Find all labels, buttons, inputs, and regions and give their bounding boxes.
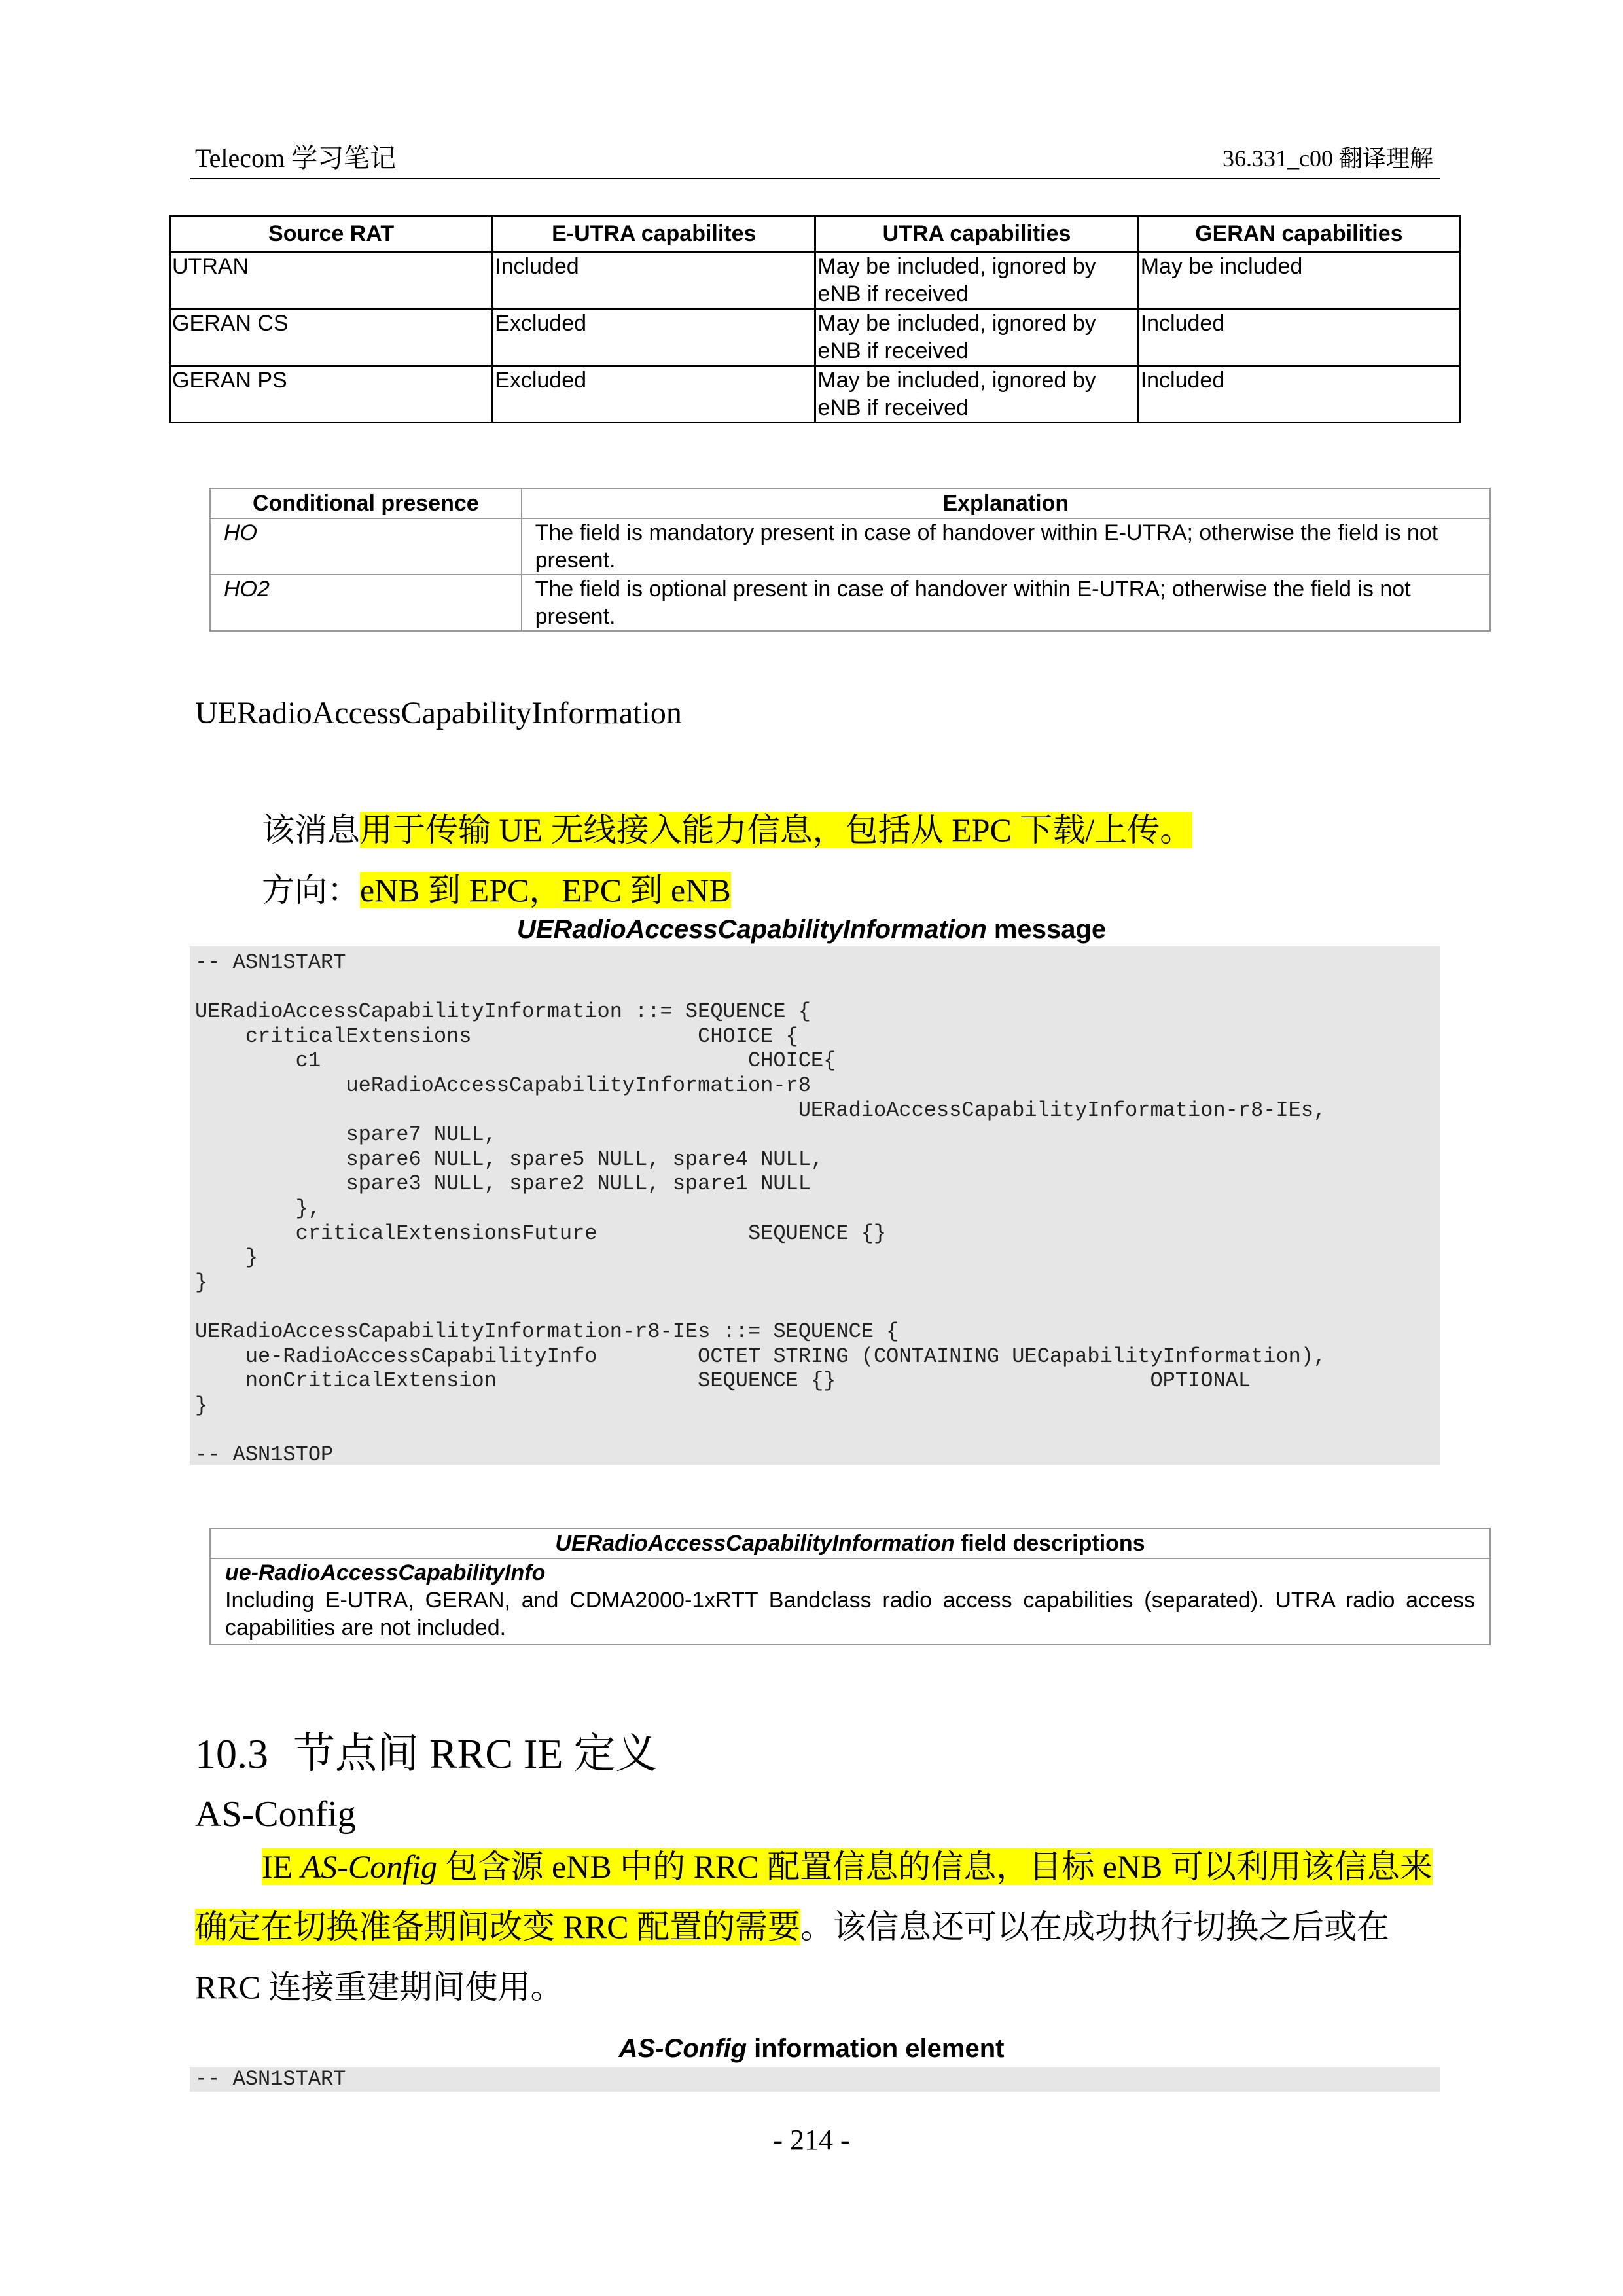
field-name: ue-RadioAccessCapabilityInfo [225,1560,546,1585]
rat-capability-table [169,215,1461,423]
table-title-suffix: field descriptions [954,1531,1145,1556]
highlighted-text: eNB 到 EPC，EPC 到 eNB [360,872,731,908]
ie-title [0,2034,1623,2064]
table-cell: May be included, ignored by eNB if received [815,309,1138,366]
highlighted-text: 确定在切换准备期间改变 RRC 配置的需要 [195,1909,801,1945]
field-description: Including E-UTRA, GERAN, and CDMA2000-1xRTT Bandclass radio access capabilities (separated). UTRA radio access capabilities are not included. [225,1588,1475,1640]
table-row [170,252,1460,309]
paragraph-text: 包含源 eNB 中的 RRC 配置信息的信息，目标 eNB 可以利用该信息来 [437,1848,1433,1885]
as-config-paragraph-line3: RRC 连接重建期间使用。 [195,1969,563,2005]
table-cell: May be included [1138,252,1459,309]
header-doc-id: 36.331_c00 翻译理解 [1222,145,1433,171]
paragraph-text: 方向： [262,872,360,908]
table-cell: Included [1138,309,1459,366]
column-header: E-UTRA capabilites [493,216,815,252]
direction-paragraph [262,860,731,920]
message-title [0,915,1623,944]
table-header-row [170,216,1460,252]
header-title: Telecom 学习笔记 [195,143,397,173]
section-heading [195,1720,657,1780]
table-cell: Included [1138,366,1459,423]
section-name: UERadioAccessCapabilityInformation [195,696,682,730]
table-title-name: UERadioAccessCapabilityInformation [555,1531,955,1556]
conditional-presence-table [209,488,1491,632]
ie-name: AS-Config [300,1848,438,1885]
table-header-row [210,1528,1490,1558]
table-header-row [210,488,1490,518]
ie-prefix: IE [262,1848,301,1885]
as-config-paragraph-line2 [195,1897,1389,1957]
description-paragraph [262,800,1192,860]
table-cell: May be included, ignored by eNB if received [815,252,1138,309]
column-header: Conditional presence [210,488,522,518]
highlighted-text: 用于传输 UE 无线接入能力信息，包括从 EPC 下载/上传。 [360,812,1193,848]
section-number: 10.3 [195,1731,268,1777]
condition-explanation: The field is mandatory present in case of handover within E-UTRA; otherwise the field is not present. [522,518,1490,575]
paragraph-text: 。该信息还可以在成功执行切换之后或在 [800,1909,1390,1945]
page-number: - 214 - [773,2124,850,2156]
table-cell: Excluded [493,309,815,366]
asn1-code-block-start: -- ASN1START [190,2067,1440,2092]
table-row [210,575,1490,631]
highlighted-text [262,1848,1433,1885]
message-title-suffix: message [986,915,1107,944]
column-header: Explanation [522,488,1490,518]
message-title-name: UERadioAccessCapabilityInformation [516,915,987,944]
header-rule [190,178,1440,179]
table-cell: Included [493,252,815,309]
table-row [170,309,1460,366]
field-descriptions-table [209,1528,1491,1645]
condition-tag: HO [210,518,522,575]
table-row [210,518,1490,575]
table-title [210,1528,1490,1558]
subsection-heading: AS-Config [195,1794,356,1835]
condition-explanation: The field is optional present in case of handover within E-UTRA; otherwise the field is not present. [522,575,1490,631]
ie-title-name: AS-Config [618,2034,747,2063]
table-row [210,1558,1490,1645]
as-config-paragraph-line1 [262,1837,1433,1897]
table-cell: May be included, ignored by eNB if received [815,366,1138,423]
table-cell: UTRAN [170,252,493,309]
condition-tag: HO2 [210,575,522,631]
table-cell: GERAN PS [170,366,493,423]
field-description-cell [210,1558,1490,1645]
table-cell: GERAN CS [170,309,493,366]
column-header: GERAN capabilities [1138,216,1459,252]
column-header: UTRA capabilities [815,216,1138,252]
table-row [170,366,1460,423]
section-title: 节点间 RRC IE 定义 [293,1731,658,1777]
paragraph-text: 该消息 [262,812,360,848]
table-cell: Excluded [493,366,815,423]
asn1-code-block: -- ASN1START UERadioAccessCapabilityInformation ::= SEQUENCE { criticalExtensions CHOICE { c1 CHOICE{ ueRadioAccessCapabilityInformation-r8 UERadioAccessCapabilityInformation-r8-IEs, spare7 NULL, spare6 NULL, spare5 NULL, spare4 NULL, spare3 NULL, spare2 NULL, spare1 NULL }, criticalExtensionsFuture SEQUENCE {} } } UERadioAccessCapabilityInformation-r8-IEs ::= SEQUENCE { ue-RadioAccessCapabilityInfo OCTET STRING (CONTAINING UECapabilityInformation), nonCriticalExtension SEQUENCE {} OPTIONAL } -- ASN1STOP [190,946,1440,1465]
column-header: Source RAT [170,216,493,252]
ie-title-suffix: information element [747,2034,1005,2063]
